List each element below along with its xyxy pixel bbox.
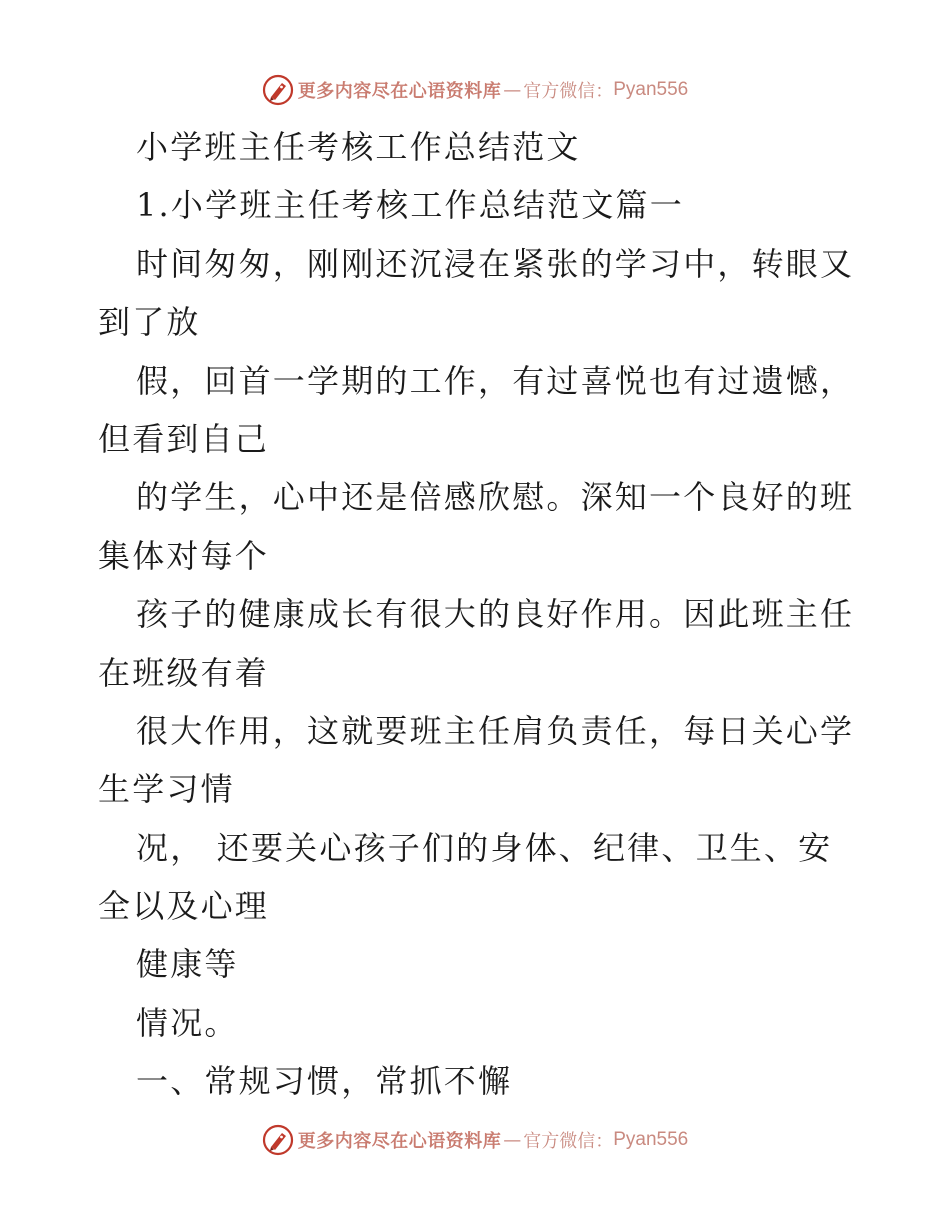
banner-wechat-id: Pyan556 — [613, 79, 689, 100]
footer-banner — [0, 1120, 950, 1160]
text-line: 一、常规习惯，常抓不懈 — [136, 1062, 513, 1101]
text-line: 况， 还要关心孩子们的身体、纪律、卫生、安 — [136, 828, 833, 867]
text-line: 但看到自己 — [98, 419, 270, 458]
text-line: 假，回首一学期的工作，有过喜悦也有过遗憾， — [136, 361, 855, 400]
text-line: 很大作用，这就要班主任肩负责任，每日关心学 — [136, 711, 855, 750]
header-banner — [0, 70, 950, 110]
text-line: 在班级有着 — [98, 653, 270, 692]
text-line: 的学生，心中还是倍感欣慰。深知一个良好的班 — [136, 478, 855, 517]
text-line: 1.小学班主任考核工作总结范文篇一 — [136, 186, 684, 225]
pen-nib-logo-icon — [262, 1124, 294, 1156]
banner-main-text: 更多内容尽在心语资料库 — [297, 81, 502, 102]
text-line: 情况。 — [136, 1003, 239, 1042]
banner-wechat-id: Pyan556 — [613, 1129, 689, 1150]
text-line: 生学习情 — [98, 770, 235, 809]
text-line: 孩子的健康成长有很大的良好作用。因此班主任 — [136, 595, 855, 634]
text-line: 全以及心理 — [98, 887, 270, 926]
document-body — [98, 118, 858, 1111]
banner-wechat-label: 官方微信： — [523, 81, 614, 102]
text-line: 健康等 — [136, 945, 239, 984]
pen-nib-logo-icon — [262, 74, 294, 106]
text-line: 到了放 — [98, 303, 201, 342]
banner-wechat-label: 官方微信： — [523, 1131, 614, 1152]
text-line: 时间匆匆，刚刚还沉浸在紧张的学习中，转眼又 — [136, 244, 855, 283]
banner-main-text: 更多内容尽在心语资料库 — [297, 1131, 502, 1152]
text-line: 集体对每个 — [98, 536, 270, 575]
banner-dash: — — [503, 1129, 522, 1151]
text-line: 小学班主任考核工作总结范文 — [136, 128, 581, 166]
banner-dash: — — [503, 79, 522, 101]
